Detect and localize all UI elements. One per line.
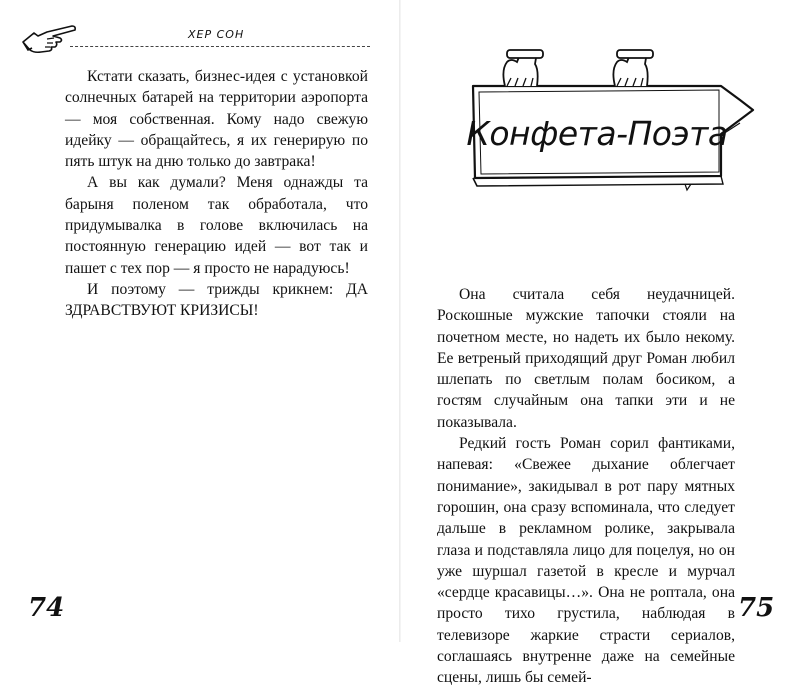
right-body-text <box>437 284 735 689</box>
header-rule <box>70 46 370 47</box>
page-number: 74 <box>28 593 65 623</box>
page-number: 75 <box>738 593 775 623</box>
running-head: ХЕР СОН <box>188 28 245 41</box>
chapter-sign <box>465 48 755 198</box>
chapter-title: Конфета-Поэта <box>466 114 728 153</box>
left-page <box>0 0 400 642</box>
pointing-hand-icon <box>20 20 80 60</box>
paragraph: Редкий гость Роман сорил фантиками, напевая: «Свежее дыхание облегчает понимание», закидывал в рот пару мятных горошин, она сразу вспоминала, что следует дальше в рекламном ролике, закрывала глаза и подставляла лицо для поцелуя, но он уже шуршал газетой в кресле и мурчал «сердце красавицы…». Она не роптала, она просто тихо грустила, наблюдая в телевизоре жаркие страсти сериалов, соглашаясь внутренне даже на семейные сцены, лишь бы семей- <box>437 435 735 687</box>
paragraph: И поэтому — трижды крикнем: ДА ЗДРАВСТВУЮТ КРИЗИСЫ! <box>65 280 368 320</box>
paragraph: Она считала себя неудачницей. Роскошные мужские тапочки стояли на почетном месте, но надеть их было некому. Ее ветреный приходящий друг Роман любил шлепать по светлым полам босиком, а гостям случайным она тапки эти и не показывала. <box>437 286 735 431</box>
paragraph: А вы как думали? Меня однажды та барыня поленом так обработала, что придумывалка в голове включилась на постоянную генерацию идей — вот так и пашет с тех пор — я просто не нарадуюсь! <box>65 174 368 277</box>
left-body-text <box>65 66 368 322</box>
paragraph: Кстати сказать, бизнес-идея с установкой солнечных батарей на территории аэропорта — моя собственная. Кому надо свежую идейку — обращайтесь, я их генерирую по пять штук на дню только до завтрака! <box>65 68 368 171</box>
